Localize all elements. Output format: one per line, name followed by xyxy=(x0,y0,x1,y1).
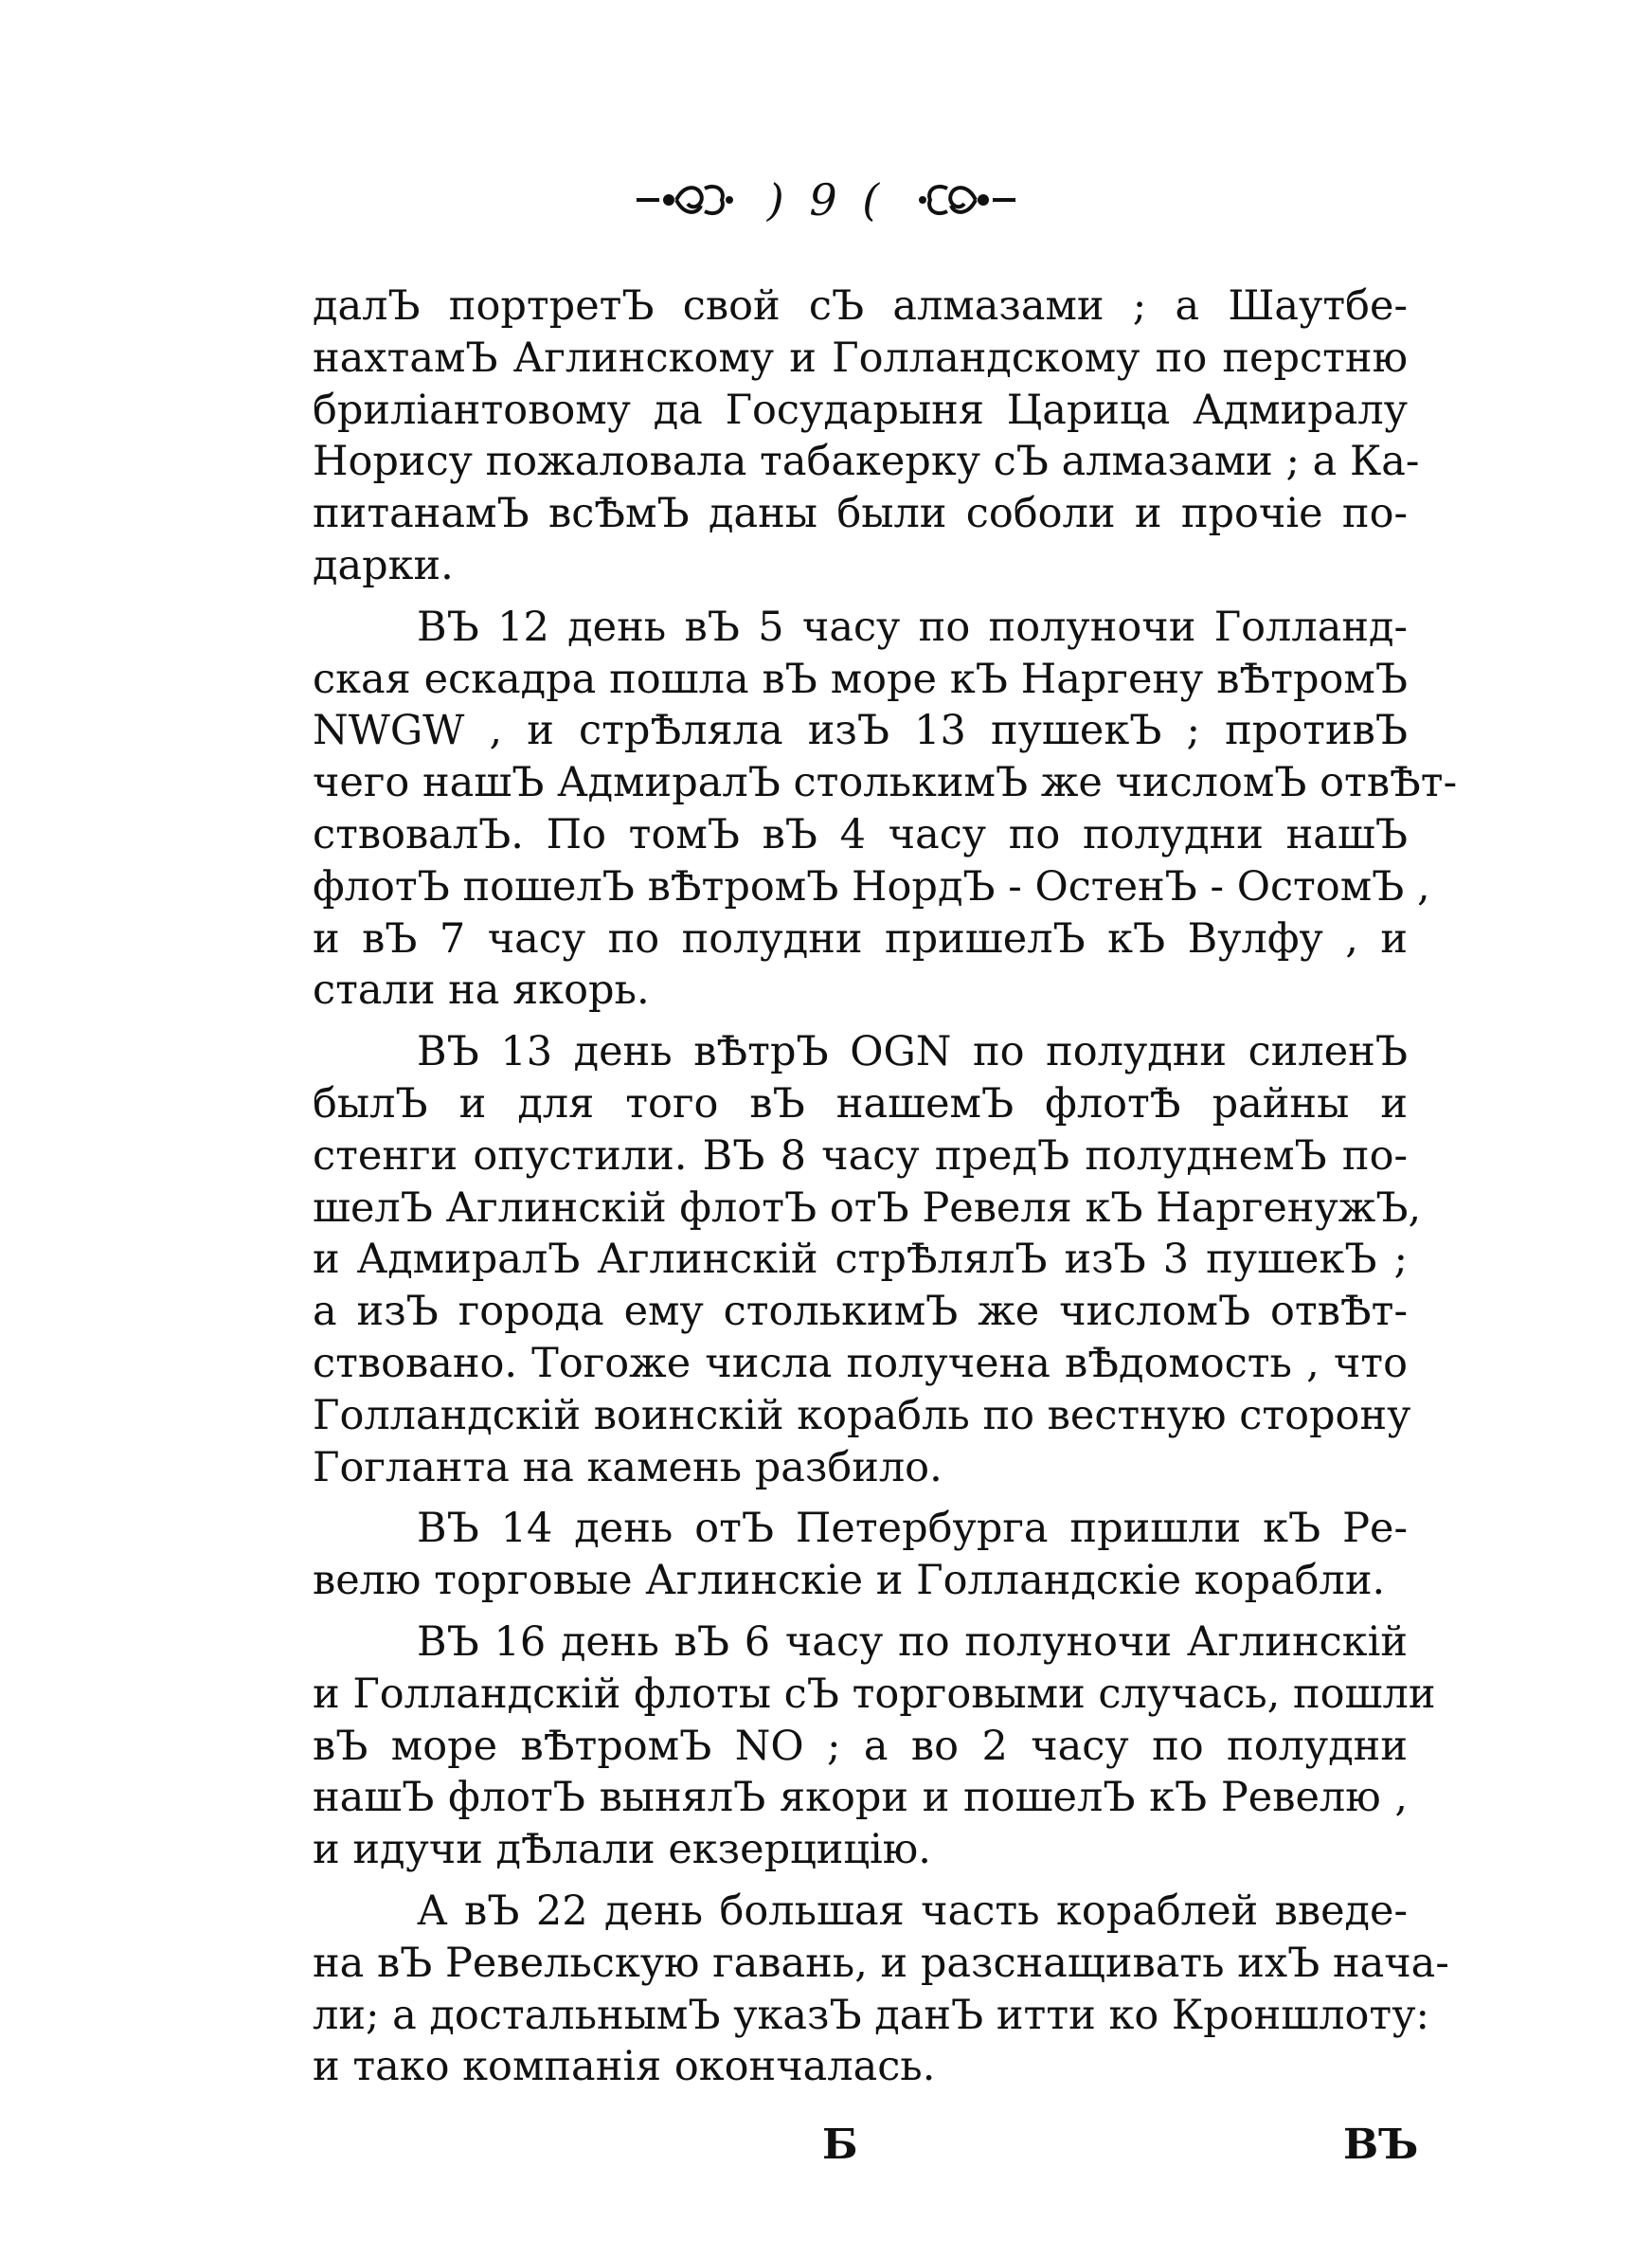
text-line: флотЪ пошелЪ вѢтромЪ НордЪ - ОстенЪ - ОстомЪ , xyxy=(313,862,1430,911)
text-line: дарки. xyxy=(313,541,454,589)
paragraph-start-line: ВЪ 16 день вЪ 6 часу по полуночи Аглинскій xyxy=(417,1617,1408,1666)
text-line: шелЪ Аглинскій флотЪ отЪ Ревеля кЪ НаргенужЪ, xyxy=(313,1183,1422,1232)
text-line: ли; а достальнымЪ указЪ данЪ итти ко Кроншлоту: xyxy=(313,1991,1429,2039)
text-line: нашЪ флотЪ вынялЪ якори и пошелЪ кЪ Ревелю , xyxy=(313,1774,1408,1822)
text-line: былЪ и для того вЪ нашемЪ флотѢ райны и xyxy=(313,1079,1408,1128)
text-line: вЪ море вѢтромЪ NO ; а во 2 часу по полудни xyxy=(313,1722,1408,1770)
catchword: ВЪ xyxy=(1343,2121,1419,2169)
text-line: и вЪ 7 часу по полудни пришелЪ кЪ Вулфу , и xyxy=(313,914,1408,963)
running-header xyxy=(0,174,1652,226)
text-line: на вЪ Ревельскую гавань, и разснащивать ихЪ нача- xyxy=(313,1939,1449,1987)
text-line: и идучи дѢлали екзерцицію. xyxy=(313,1826,931,1874)
text-line: бриліантовому да Государыня Царица Адмиралу xyxy=(313,386,1408,434)
text-line: Гогланта на камень разбило. xyxy=(313,1443,943,1491)
text-line: а изЪ города ему столькимЪ же числомЪ отвѢт- xyxy=(313,1288,1408,1336)
text-line: ская ескадра пошла вЪ море кЪ Наргену вѢтромЪ xyxy=(313,655,1408,703)
text-line: стали на якорь. xyxy=(313,966,650,1015)
text-line: ствовано. Тогоже числа получена вѢдомость , что xyxy=(313,1339,1408,1387)
text-line: далЪ портретЪ свой сЪ алмазами ; а Шаутбе- xyxy=(313,282,1408,330)
text-line: велю торговые Аглинскіе и Голландскіе корабли. xyxy=(313,1557,1386,1605)
right-fleuron-ornament-icon xyxy=(907,179,1021,221)
text-line: NWGW , и стрѢляла изЪ 13 пушекЪ ; противЪ xyxy=(313,707,1408,755)
text-line: Норису пожаловала табакерку сЪ алмазами ; а Ка- xyxy=(313,438,1420,486)
text-line: Голландскій воинскій корабль по вестную сторону xyxy=(313,1391,1411,1439)
text-line: стенги опустили. ВЪ 8 часу предЪ полуднемЪ по- xyxy=(313,1131,1408,1180)
paragraph-start-line: ВЪ 14 день отЪ Петербурга пришли кЪ Ре- xyxy=(417,1505,1408,1553)
text-line: и тако компанія окончалась. xyxy=(313,2043,936,2091)
text-line: и Голландскій флоты сЪ торговыми случась, пошли xyxy=(313,1670,1436,1718)
text-line: ствовалЪ. По томЪ вЪ 4 часу по полудни нашЪ xyxy=(313,810,1408,858)
signature-mark: Б xyxy=(822,2121,858,2169)
text-line: нахтамЪ Аглинскому и Голландскому по перстню xyxy=(313,334,1408,382)
text-line: и АдмиралЪ Аглинскій стрѢлялЪ изЪ 3 пушекЪ ; xyxy=(313,1236,1408,1284)
text-line: питанамЪ всѢмЪ даны были соболи и прочіе по- xyxy=(313,490,1408,538)
left-fleuron-ornament-icon xyxy=(631,179,745,221)
page-body-text xyxy=(313,280,1458,2093)
paragraph-start-line: ВЪ 12 день вЪ 5 часу по полуночи Голланд- xyxy=(417,603,1408,651)
text-line: чего нашЪ АдмиралЪ столькимЪ же числомЪ отвѢт- xyxy=(313,759,1458,807)
page-number: ) 9 ( xyxy=(766,174,886,226)
paragraph-start-line: А вЪ 22 день большая часть кораблей введе- xyxy=(417,1887,1408,1935)
paragraph-start-line: ВЪ 13 день вѢтрЪ OGN по полудни силенЪ xyxy=(417,1028,1408,1076)
